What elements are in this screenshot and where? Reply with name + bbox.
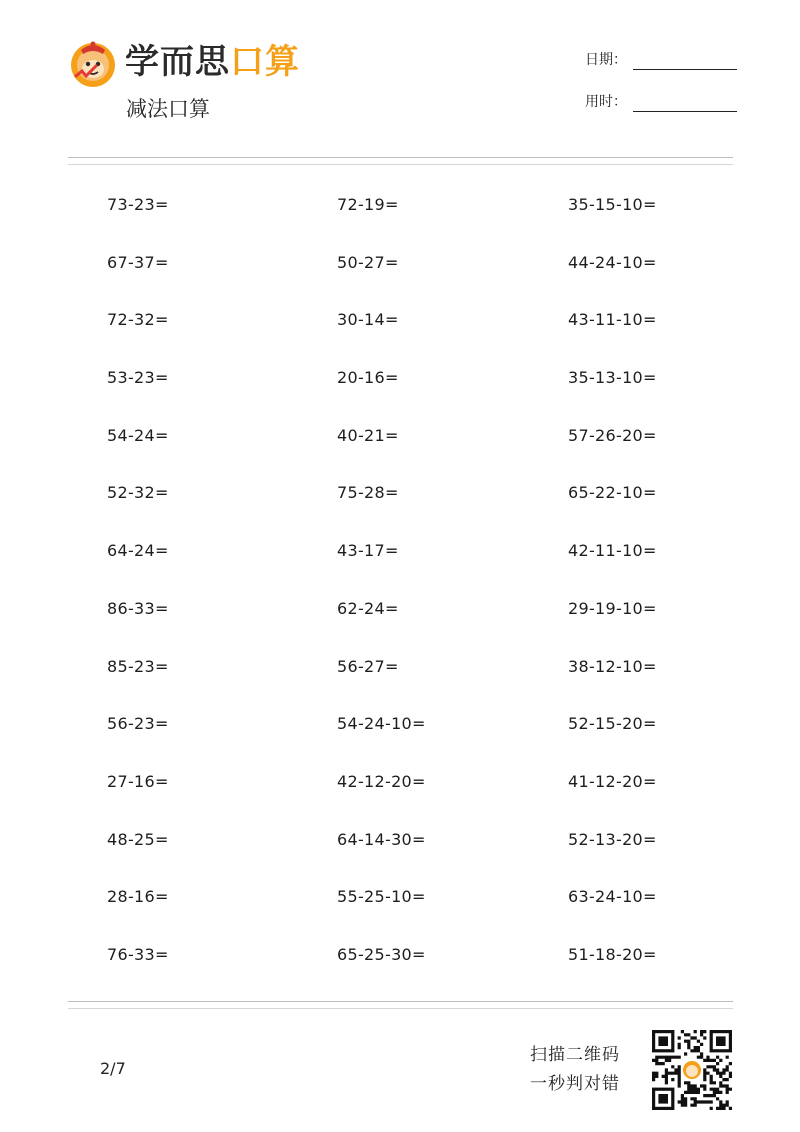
brand-title — [125, 40, 300, 84]
problem-item: 64-14-30= — [337, 829, 426, 849]
problem-row — [107, 882, 727, 940]
problem-item: 48-25= — [107, 829, 169, 849]
problem-item: 62-24= — [337, 598, 399, 618]
problem-item: 30-14= — [337, 310, 399, 330]
problem-item: 52-32= — [107, 483, 169, 503]
brand-accent-text: 口算 — [230, 42, 300, 82]
problem-row — [107, 825, 727, 883]
problem-item: 35-13-10= — [568, 368, 657, 388]
problem-row — [107, 363, 727, 421]
header-divider — [68, 157, 733, 165]
date-field — [585, 50, 737, 70]
problem-item: 42-12-20= — [337, 771, 426, 791]
problem-item: 54-24-10= — [337, 714, 426, 734]
problem-item: 72-32= — [107, 310, 169, 330]
problem-row — [107, 767, 727, 825]
footer-divider — [68, 1001, 733, 1009]
problem-item: 56-23= — [107, 714, 169, 734]
problem-item: 56-27= — [337, 656, 399, 676]
problem-item: 54-24= — [107, 425, 169, 445]
problem-item: 65-22-10= — [568, 483, 657, 503]
problem-item: 41-12-20= — [568, 771, 657, 791]
problem-item: 28-16= — [107, 887, 169, 907]
time-label: 用时： — [585, 94, 627, 110]
problem-item: 53-23= — [107, 368, 169, 388]
time-field — [585, 92, 737, 112]
problem-row — [107, 248, 727, 306]
problem-item: 72-19= — [337, 195, 399, 214]
problem-item: 55-25-10= — [337, 887, 426, 907]
problem-item: 42-11-10= — [568, 541, 657, 561]
problem-item: 29-19-10= — [568, 598, 657, 618]
scan-instruction-line-1: 扫描二维码 — [530, 1045, 620, 1065]
date-blank-line — [633, 55, 737, 70]
qr-code-icon[interactable] — [652, 1030, 732, 1110]
problem-item: 86-33= — [107, 598, 169, 618]
problem-row — [107, 190, 727, 248]
problem-item: 40-21= — [337, 425, 399, 445]
problem-item: 64-24= — [107, 541, 169, 561]
brand-main-text: 学而思 — [125, 42, 230, 82]
problem-item: 43-11-10= — [568, 310, 657, 330]
problem-item: 65-25-30= — [337, 944, 426, 964]
problem-item: 43-17= — [337, 541, 399, 561]
problem-item: 57-26-20= — [568, 425, 657, 445]
problem-item: 35-15-10= — [568, 195, 657, 214]
problem-item: 75-28= — [337, 483, 399, 503]
date-label: 日期： — [585, 52, 627, 68]
problem-grid — [107, 190, 727, 998]
page-number: 2/7 — [100, 1059, 126, 1078]
problem-row — [107, 421, 727, 479]
problem-item: 67-37= — [107, 252, 169, 272]
problem-item: 38-12-10= — [568, 656, 657, 676]
problem-row — [107, 594, 727, 652]
problem-item: 76-33= — [107, 944, 169, 964]
problem-item: 27-16= — [107, 771, 169, 791]
problem-item: 44-24-10= — [568, 252, 657, 272]
problem-item: 52-13-20= — [568, 829, 657, 849]
problem-row — [107, 305, 727, 363]
worksheet-subtitle: 减法口算 — [126, 97, 210, 121]
problem-row — [107, 536, 727, 594]
problem-item: 73-23= — [107, 195, 169, 214]
problem-item: 51-18-20= — [568, 944, 657, 964]
scan-instruction-line-2: 一秒判对错 — [530, 1074, 620, 1094]
problem-item: 63-24-10= — [568, 887, 657, 907]
problem-item: 20-16= — [337, 368, 399, 388]
problem-item: 52-15-20= — [568, 714, 657, 734]
problem-row — [107, 478, 727, 536]
problem-row — [107, 940, 727, 998]
problem-item: 85-23= — [107, 656, 169, 676]
problem-item: 50-27= — [337, 252, 399, 272]
monkey-logo-icon — [68, 38, 118, 88]
problem-row — [107, 652, 727, 710]
problem-row — [107, 709, 727, 767]
time-blank-line — [633, 97, 737, 112]
